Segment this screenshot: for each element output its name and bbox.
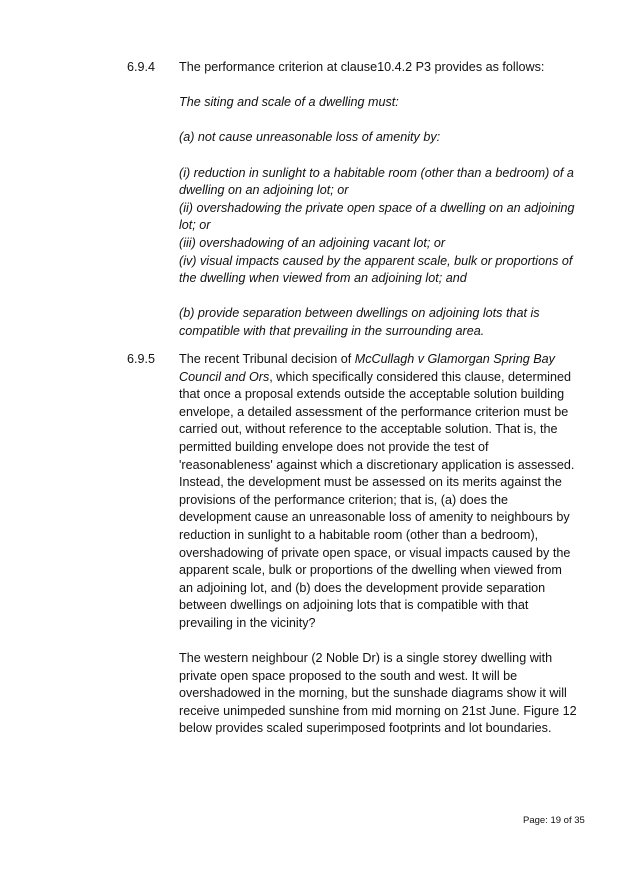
quote-lead: The siting and scale of a dwelling must: xyxy=(179,95,399,110)
clause-body xyxy=(179,351,579,738)
quote-item-iv: (iv) visual impacts caused by the apparent scale, bulk or proportions of the dwelling when viewed from an adjoining lot; and xyxy=(179,253,573,286)
page-number: Page: 19 of 35 xyxy=(523,815,585,826)
clause-number: 6.9.5 xyxy=(127,352,156,366)
neighbour-paragraph: The western neighbour (2 Noble Dr) is a single storey dwelling with private open space proposed to the south and west. It will be overshadowed in the morning, but the sunshade diagrams show it will receive unimpeded sunshine from mid morning on 21st June. Figure 12 below provides scaled superimposed footprints and lot boundaries. xyxy=(179,651,577,736)
quote-item-a: (a) not cause unreasonable loss of amenity by: xyxy=(179,130,441,145)
case-name: McCullagh v Glamorgan Spring Bay Council and Ors xyxy=(179,352,555,384)
tribunal-intro: The recent Tribunal decision of xyxy=(179,352,355,366)
clause-intro: The performance criterion at clause10.4.2 P3 provides as follows: xyxy=(179,60,545,74)
quote-item-iii: (iii) overshadowing of an adjoining vacant lot; or xyxy=(179,235,446,250)
tribunal-paragraph xyxy=(179,351,579,633)
tribunal-rest: , which specifically considered this clause, determined that once a proposal extends outside the acceptable solution building envelope, a detailed assessment of the performance criterion must be carried out, without reference to the acceptable solution. That is, the permitted building envelope does not provide the test of 'reasonableness' against which a discretionary application is assessed. Instead, the development must be assessed on its merits against the provisions of the performance criterion; that is, (a) does the development cause an unreasonable loss of amenity to neighbours by reduction in sunlight to a habitable room (other than a bedroom), overshadowing of private open space, or visual impacts caused by the apparent scale, bulk or proportions of the dwelling when viewed from an adjoining lot, and (b) does the development provide separation between dwellings on adjoining lots that is compatible with that prevailing in the vicinity? xyxy=(179,369,575,630)
clause-body xyxy=(179,59,579,341)
quote-item-ii: (ii) overshadowing the private open space of a dwelling on an adjoining lot; or xyxy=(179,200,575,233)
quote-item-i: (i) reduction in sunlight to a habitable room (other than a bedroom) of a dwelling on an adjoining lot; or xyxy=(179,165,574,198)
clause-number: 6.9.4 xyxy=(127,60,156,74)
quote-item-b: (b) provide separation between dwellings on adjoining lots that is compatible with that prevailing in the surrounding area. xyxy=(179,306,540,338)
